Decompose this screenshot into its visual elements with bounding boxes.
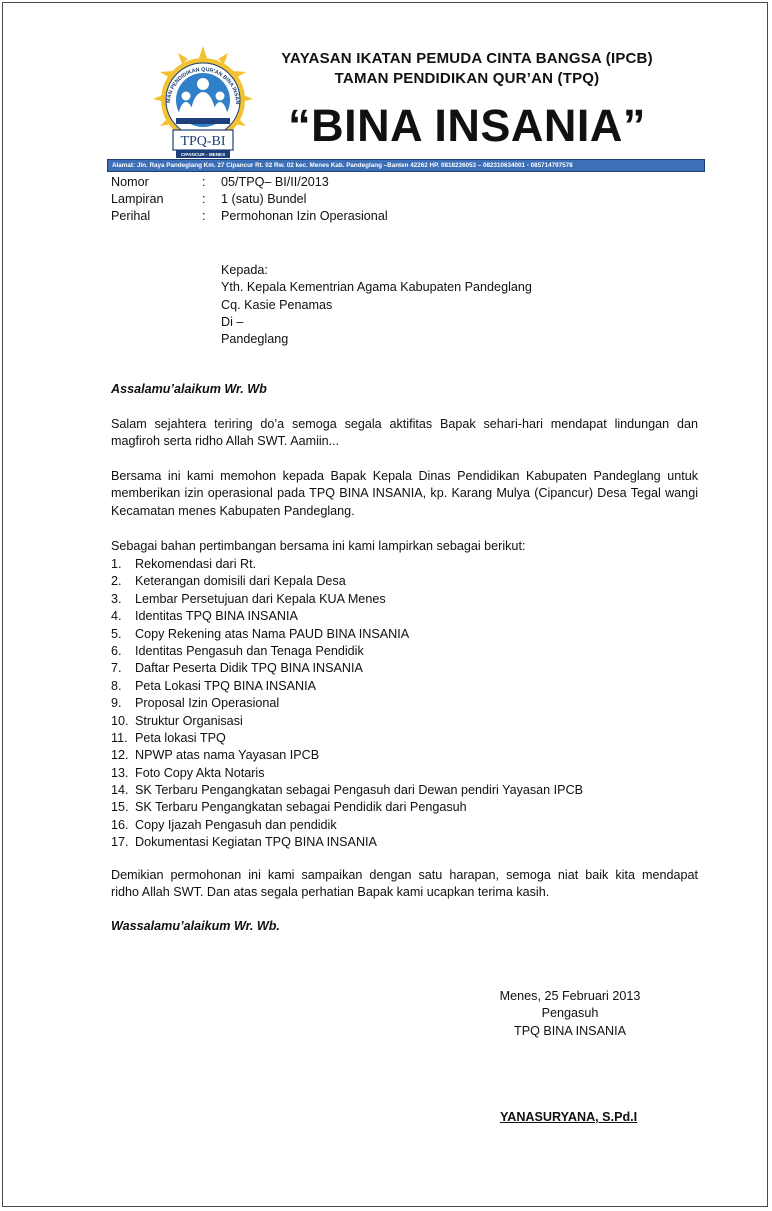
greeting: Assalamu’alaikum Wr. Wb: [111, 382, 267, 396]
list-number: 7.: [111, 661, 122, 676]
list-number: 8.: [111, 678, 122, 693]
list-number: 5.: [111, 626, 122, 641]
list-text: Identitas Pengasuh dan Tenaga Pendidik: [135, 643, 364, 658]
list-text: Copy Rekening atas Nama PAUD BINA INSANIA: [135, 626, 410, 641]
recipient-line: Di –: [221, 314, 244, 329]
list-text: Proposal Izin Operasional: [135, 696, 280, 711]
signature-role: Pengasuh: [541, 1006, 599, 1021]
list-number: 2.: [111, 574, 122, 589]
tpq-logo-emblem: [150, 44, 256, 160]
list-number: 9.: [111, 696, 122, 711]
list-text: SK Terbaru Pengangkatan sebagai Pengasuh dari Dewan pendiri Yayasan IPCB: [135, 783, 584, 798]
list-text: Lembar Persetujuan dari Kepala KUA Menes: [135, 591, 386, 606]
paragraph-line: Bersama ini kami memohon kepada Bapak Kepala Dinas Pendidikan Kabupaten Pandeglang untuk: [111, 469, 698, 483]
list-text: Copy Ijazah Pengasuh dan pendidik: [135, 817, 337, 832]
meta-value: 05/TPQ– BI/II/2013: [221, 175, 329, 189]
tpq-logo: [150, 44, 256, 160]
recipient-line: Yth. Kepala Kementrian Agama Kabupaten Pandeglang: [221, 280, 532, 295]
badge-text: TPQ-BI: [180, 134, 226, 149]
list-text: SK Terbaru Pengangkatan sebagai Pendidik dari Pengasuh: [135, 800, 467, 815]
meta-colon: :: [202, 192, 206, 206]
list-number: 11.: [111, 730, 128, 745]
school-name: “BINA INSANIA”: [288, 100, 646, 151]
recipient-line: Kepada:: [221, 263, 268, 277]
paragraph-salam: [111, 416, 698, 451]
foundation-name: YAYASAN IKATAN PEMUDA CINTA BANGSA (IPCB): [281, 50, 653, 67]
list-text: Foto Copy Akta Notaris: [135, 765, 265, 780]
paragraph-closing: [111, 867, 698, 902]
paragraph-line: memberikan izin operasional pada TPQ BINA INSANIA, kp. Karang Mulya (Cipancur) Desa Tegal wangi: [111, 486, 698, 501]
list-text: Dokumentasi Kegiatan TPQ BINA INSANIA: [135, 835, 377, 850]
list-text: Peta lokasi TPQ: [135, 730, 226, 745]
list-text: Keterangan domisili dari Kepala Desa: [135, 574, 346, 589]
meta-value: Permohonan Izin Operasional: [221, 209, 388, 223]
address-bar: Alamat: Jln. Raya Pandeglang Km. 27 Cipancur Rt. 02 Rw. 02 kec. Menes Kab. Pandeglang –Banten 42262 HP. 0818236053 – 082310634001 - 085714797578: [107, 159, 705, 172]
list-number: 1.: [111, 557, 122, 571]
school-type: TAMAN PENDIDIKAN QUR’AN (TPQ): [334, 70, 600, 87]
meta-colon: :: [202, 209, 206, 223]
list-number: 10.: [111, 713, 129, 728]
meta-label: Perihal: [111, 209, 151, 223]
signer-name: YANASURYANA, S.Pd.I: [500, 1110, 638, 1124]
book-base: [176, 118, 230, 124]
attachments-intro: Sebagai bahan pertimbangan bersama ini kami lampirkan sebagai berikut:: [111, 539, 526, 553]
paragraph-line: ridho Allah SWT. Dan atas segala perhatian Bapak kami ucapkan terima kasih.: [111, 885, 550, 900]
list-number: 14.: [111, 783, 129, 798]
recipient-line: Pandeglang: [221, 332, 289, 347]
signature-block: [480, 988, 660, 1040]
list-text: Rekomendasi dari Rt.: [135, 557, 257, 571]
list-text: NPWP atas nama Yayasan IPCB: [135, 748, 320, 763]
list-number: 6.: [111, 643, 122, 658]
list-number: 17.: [111, 835, 129, 850]
list-number: 16.: [111, 817, 129, 832]
list-text: Identitas TPQ BINA INSANIA: [135, 609, 298, 624]
logo-arc-text: MAN PENDIDIKAN QUR'AN BINA INSAN: [165, 66, 241, 105]
paragraph-line: Kecamatan menes Kabupaten Pandeglang.: [111, 503, 355, 518]
meta-colon: :: [202, 175, 206, 189]
list-number: 4.: [111, 609, 122, 624]
signature-org: TPQ BINA INSANIA: [514, 1023, 626, 1038]
list-number: 13.: [111, 765, 129, 780]
list-number: 12.: [111, 748, 129, 763]
signature-place-date: Menes, 25 Februari 2013: [499, 989, 641, 1003]
paragraph-line: Demikian permohonan ini kami sampaikan dengan satu harapan, semoga niat baik kita mendapat: [111, 868, 698, 882]
closing-salutation: Wassalamu’alaikum Wr. Wb.: [111, 919, 280, 933]
paragraph-request: [111, 468, 698, 520]
recipient-line: Cq. Kasie Penamas: [221, 297, 333, 312]
list-text: Daftar Peserta Didik TPQ BINA INSANIA: [135, 661, 363, 676]
meta-value: 1 (satu) Bundel: [221, 192, 307, 206]
paragraph-line: magfiroh serta ridho Allah SWT. Aamiin...: [111, 434, 340, 449]
badge-sub-text: CIPANCUR - MENES: [180, 152, 226, 157]
paragraph-line: Salam sejahtera teriring do’a semoga segala aktifitas Bapak sehari-hari mendapat lindungan dan: [111, 417, 698, 431]
list-text: Peta Lokasi TPQ BINA INSANIA: [135, 678, 317, 693]
list-number: 15.: [111, 800, 129, 815]
meta-label: Lampiran: [111, 192, 164, 206]
recipient-block: [221, 262, 532, 348]
meta-label: Nomor: [111, 175, 149, 189]
list-text: Struktur Organisasi: [135, 713, 243, 728]
list-number: 3.: [111, 591, 122, 606]
